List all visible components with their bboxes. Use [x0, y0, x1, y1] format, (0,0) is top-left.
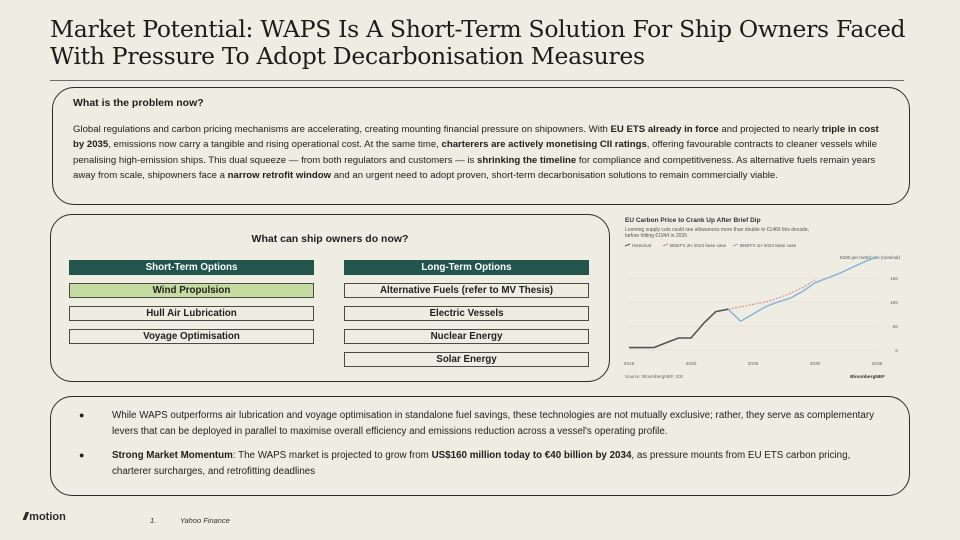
y-tick-label: 150 — [889, 276, 898, 282]
problem-paragraph: Global regulations and carbon pricing mechanisms are accelerating, creating mounting financial pressure on shipowners. With EU ETS already in force and projected to nearly triple in cost by 2035, emissions now carry a tangible and rising operational cost. At the same time, charterers are actively monetising CII ratings, offering favourable contracts to cleaner vessels while penalising high-emission ships. This dual squeeze — from both regulators and customers — is shrinking the timeline for compliance and competitiveness. As alternative fuels remain years away from scale, shipowners face a narrow retrofit window and an urgent need to adopt proven, short-term decarbonisation solutions to remain commercially viable. — [73, 124, 879, 182]
short-term-option: Voyage Optimisation — [69, 329, 314, 344]
x-tick-label: 2015 — [623, 362, 635, 367]
chart-source: Source: BloombergNEF, ICE — [625, 374, 684, 379]
legend-label: BNEF's 2H 2023 base case — [670, 243, 727, 248]
bullet-text: Strong Market Momentum: The WAPS market is projected to grow from US$160 million today to €40 billion by 2034, as pressure mounts from EU ETS carbon pricing, charterer surcharges, and retrofitting deadlines — [112, 450, 851, 477]
chart-title: EU Carbon Price to Crank Up After Brief Dip — [625, 217, 761, 224]
series-line — [629, 309, 728, 347]
chart-brand: BloombergNEF — [850, 375, 885, 380]
long-term-option: Electric Vessels — [344, 306, 589, 321]
bullet-item — [79, 408, 889, 439]
short-term-option: Hull Air Lubrication — [69, 306, 314, 321]
page-title: Market Potential: WAPS Is A Short-Term Solution For Ship Owners Faced With Pressure To Adopt Decarbonisation Measures — [50, 15, 906, 70]
long-term-option: Solar Energy — [344, 352, 589, 367]
chart-subtitle-line2: before hitting €194/t in 2035 — [625, 233, 687, 239]
y-tick-label: 0 — [895, 348, 898, 354]
chart-subtitle-line1: Looming supply cuts could see allowances more than double to €146/t this decade, — [625, 227, 810, 233]
short-term-header: Short-Term Options — [69, 260, 314, 275]
legend-swatch — [663, 244, 668, 246]
problem-heading: What is the problem now? — [73, 97, 204, 109]
bullet-dot: ● — [79, 410, 85, 420]
legend-swatch — [625, 244, 630, 246]
x-tick-label: 2020 — [685, 362, 697, 367]
legend-label: BNEF's 1H 2024 base case — [740, 243, 797, 248]
problem-section — [52, 87, 910, 205]
x-tick-label: 2030 — [809, 362, 821, 367]
short-term-option: Wind Propulsion — [69, 283, 314, 298]
carbon-price-chart — [615, 212, 910, 387]
long-term-option: Nuclear Energy — [344, 329, 589, 344]
chart-legend — [625, 243, 797, 248]
footnote-number: 1. — [150, 516, 157, 525]
options-heading: What can ship owners do now? — [251, 233, 409, 245]
long-term-header: Long-Term Options — [344, 260, 589, 275]
bullet-item — [79, 448, 889, 479]
options-section — [50, 214, 610, 382]
y-tick-label: 50 — [892, 324, 898, 330]
chart-series — [629, 257, 877, 348]
chart-y-ticks — [890, 276, 898, 354]
x-tick-label: 2025 — [747, 362, 759, 367]
insights-section — [50, 396, 910, 496]
motion-logo: /// motion — [23, 511, 66, 523]
long-term-option: Alternative Fuels (refer to MV Thesis) — [344, 283, 589, 298]
x-tick-label: 2035 — [871, 362, 883, 367]
bullet-text: While WAPS outperforms air lubrication and voyage optimisation in standalone fuel savings, these technologies are not mutually exclusive; rather, they serve as complementary levers that can be deployed in parallel to maximise overall efficiency and emissions reduction across a vessel's operating profile. — [112, 410, 875, 437]
footnote-source: Yahoo Finance — [180, 516, 230, 525]
legend-swatch — [733, 244, 738, 246]
series-line — [728, 257, 877, 321]
logo-mark-icon: /// — [23, 511, 27, 523]
title-divider — [50, 80, 904, 81]
chart-unit-label: €200 per metric ton (nominal) — [839, 255, 900, 260]
legend-label: Historical — [632, 243, 651, 248]
chart-x-ticks — [624, 361, 883, 367]
y-tick-label: 100 — [889, 300, 898, 306]
chart-subtitle — [625, 227, 810, 239]
bullet-dot: ● — [79, 450, 85, 460]
